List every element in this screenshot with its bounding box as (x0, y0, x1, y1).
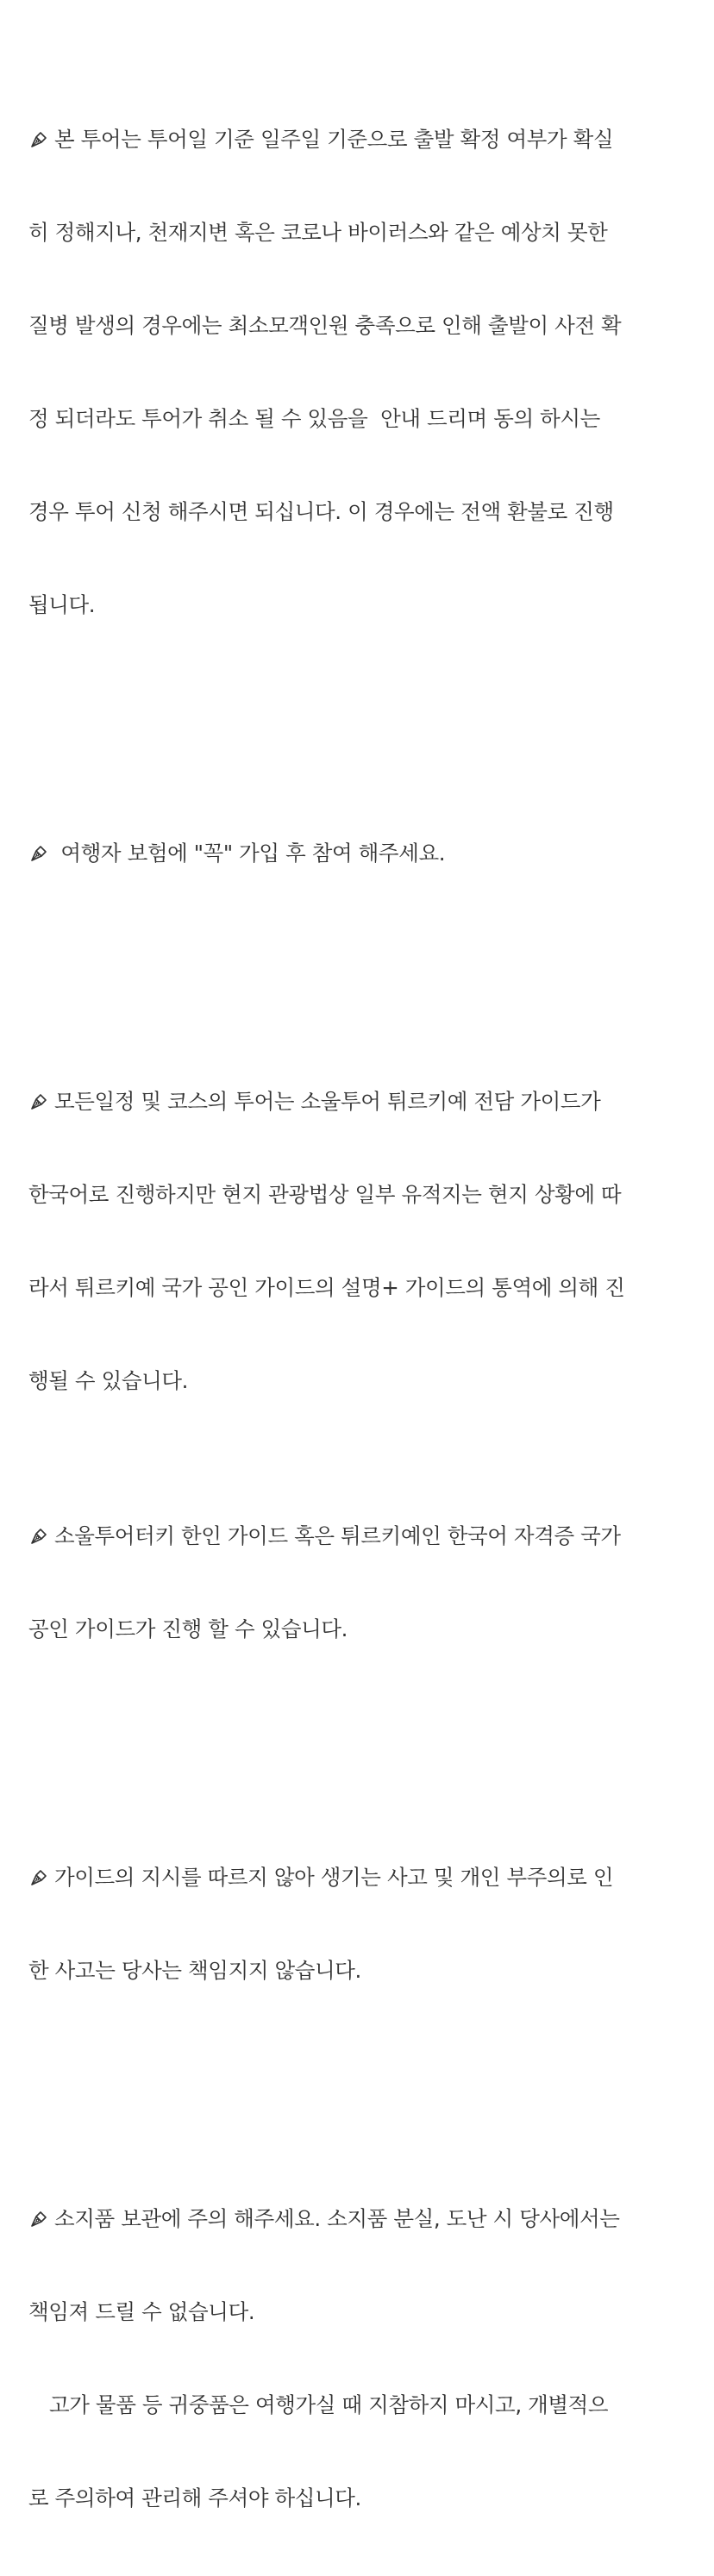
pen-nib-icon (28, 1867, 49, 1888)
notice-1-line-1 (28, 124, 692, 155)
notice-4-line-1 (28, 1521, 692, 1552)
notice-3-line-4: 행될 수 있습니다. (28, 1368, 189, 1393)
notice-3-line-1 (28, 1086, 692, 1117)
spacer (28, 1707, 692, 1738)
notice-1-line-2: 히 정해지나, 천재지변 혹은 코로나 바이러스와 같은 예상치 못한 (28, 220, 608, 245)
pen-nib-icon (28, 843, 49, 864)
notice-3-line-2: 한국어로 진행하지만 현지 관광법상 일부 유적지는 현지 상황에 따 (28, 1182, 622, 1207)
notice-1-line-6: 됩니다. (28, 592, 96, 617)
notice-1-line-4: 정 되더라도 투어가 취소 될 수 있음을 안내 드리며 동의 하시는 (28, 406, 600, 431)
notice-text: 모든일정 및 코스의 투어는 소울투어 튀르키예 전담 가이드가 (54, 1089, 601, 1114)
notice-text: 소지품 보관에 주의 해주세요. 소지품 분실, 도난 시 당사에서는 (54, 2206, 620, 2231)
notice-5-line-2: 한 사고는 당사는 책임지지 않습니다. (28, 1958, 361, 1983)
notice-text: 고가 물품 등 귀중품은 여행가실 때 지참하지 마시고, 개별적으 (49, 2392, 609, 2417)
notice-1-line-5: 경우 투어 신청 해주시면 되십니다. 이 경우에는 전액 환불로 진행 (28, 499, 614, 524)
notice-4-line-2: 공인 가이드가 진행 할 수 있습니다. (28, 1616, 348, 1641)
notice-5-line-1 (28, 1862, 692, 1893)
notice-6-line-4: 로 주의하여 관리해 주셔야 하십니다. (28, 2485, 361, 2510)
pen-nib-icon (28, 129, 49, 150)
notice-6-line-1 (28, 2204, 692, 2235)
notice-6-line-2: 책임져 드릴 수 없습니다. (28, 2299, 255, 2324)
spacer (28, 2048, 692, 2079)
notice-document (28, 0, 692, 2576)
notice-2-line-1 (28, 838, 692, 869)
notice-text: 가이드의 지시를 따르지 않아 생기는 사고 및 개인 부주의로 인 (54, 1865, 614, 1890)
notice-text: 여행자 보험에 "꼭" 가입 후 참여 해주세요. (54, 841, 446, 866)
spacer (28, 931, 692, 962)
spacer (28, 683, 692, 714)
notice-3-line-3: 라서 튀르키예 국가 공인 가이드의 설명+ 가이드의 통역에 의해 진 (28, 1275, 625, 1300)
notice-text: 본 투어는 투어일 기준 일주일 기준으로 출발 확정 여부가 확실 (54, 127, 614, 152)
notice-6-line-3 (28, 2390, 692, 2421)
pen-nib-icon (28, 1526, 49, 1547)
pen-nib-icon (28, 2209, 49, 2229)
notice-text: 소울투어터키 한인 가이드 혹은 튀르키예인 한국어 자격증 국가 (54, 1523, 621, 1548)
notice-1-line-3: 질병 발생의 경우에는 최소모객인원 충족으로 인해 출발이 사전 확 (28, 313, 622, 338)
pen-nib-icon (28, 1091, 49, 1112)
